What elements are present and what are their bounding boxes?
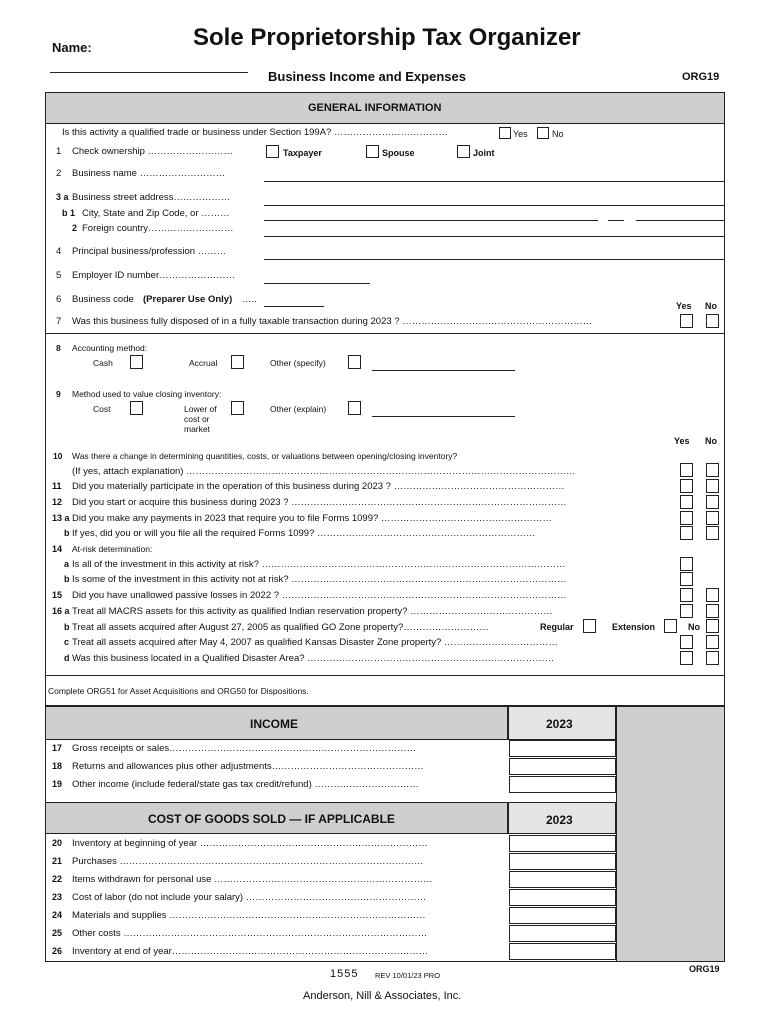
owner-taxpayer-checkbox[interactable] xyxy=(266,145,279,158)
market-label: market xyxy=(184,424,210,434)
row-26-text: Inventory at end of year……………………………………………………………………… xyxy=(72,946,429,957)
gross-receipts-input[interactable] xyxy=(509,740,616,757)
row-19-num: 19 xyxy=(52,779,63,789)
q16a-yes-checkbox[interactable] xyxy=(680,604,693,618)
q16a-text: Treat all MACRS assets for this activity as qualified Indian reservation property? ……………………………………… xyxy=(72,606,553,617)
lower-of-cost-checkbox[interactable] xyxy=(231,401,244,415)
q14a-text: Is all of the investment in this activity at risk? …………………………………………………………………………………… xyxy=(72,559,566,570)
inventory-begin-input[interactable] xyxy=(509,835,616,852)
q5-num: 5 xyxy=(56,270,62,281)
q6-bold: (Preparer Use Only) xyxy=(143,294,233,305)
footer-rev: REV 10/01/23 PRO xyxy=(375,971,441,980)
row-17-num: 17 xyxy=(52,743,63,753)
street-address-field[interactable] xyxy=(264,205,724,206)
q7-num: 7 xyxy=(56,316,62,327)
foreign-country-field[interactable] xyxy=(264,236,724,237)
owner-joint-label: Joint xyxy=(473,148,495,158)
row-20-text: Inventory at beginning of year ……………………………………………………………… xyxy=(72,838,428,849)
cost-or-label: cost or xyxy=(184,414,210,424)
row-18-text: Returns and allowances plus other adjustments………………………………………… xyxy=(72,761,424,772)
row-21-num: 21 xyxy=(52,856,63,866)
q11-yes-checkbox[interactable] xyxy=(680,479,693,493)
name-field[interactable] xyxy=(50,72,248,73)
owner-spouse-label: Spouse xyxy=(382,148,415,158)
accrual-label: Accrual xyxy=(189,358,218,368)
q16b-num: b xyxy=(64,622,70,632)
q13b-num: b xyxy=(64,528,70,538)
income-heading: INCOME xyxy=(250,717,298,731)
q16d-text: Was this business located in a Qualified Disaster Area? …………………………………………………………………… xyxy=(72,653,555,664)
q13b-yes-checkbox[interactable] xyxy=(680,526,693,540)
q13a-no-checkbox[interactable] xyxy=(706,511,719,525)
q1-text: Check ownership ……………………… xyxy=(72,146,234,157)
q199a-yes-checkbox[interactable] xyxy=(499,127,511,139)
yes-header-2: Yes xyxy=(674,436,690,446)
name-label: Name: xyxy=(52,40,92,55)
employer-id-field[interactable] xyxy=(264,283,370,284)
items-withdrawn-input[interactable] xyxy=(509,871,616,888)
q7-text: Was this business fully disposed of in a fully taxable transaction during 2023 ? …………………………………………………… xyxy=(72,316,593,327)
q9-text: Method used to value closing inventory: xyxy=(72,389,222,399)
q16b-regular-checkbox[interactable] xyxy=(583,619,596,633)
q3b2-text: Foreign country……………………… xyxy=(82,223,234,234)
q4-text: Principal business/profession ……… xyxy=(72,246,227,257)
q16c-no-checkbox[interactable] xyxy=(706,635,719,649)
q15-text: Did you have unallowed passive losses in 2022 ? ……………………………………………………………………………… xyxy=(72,590,567,601)
org51-note: Complete ORG51 for Asset Acquisitions and ORG50 for Dispositions. xyxy=(48,686,309,696)
q16a-num: 16 a xyxy=(52,606,70,616)
q16c-yes-checkbox[interactable] xyxy=(680,635,693,649)
q1-num: 1 xyxy=(56,146,62,157)
q199a-no-label: No xyxy=(552,129,564,139)
divider xyxy=(45,333,725,334)
q15-no-checkbox[interactable] xyxy=(706,588,719,602)
q16d-yes-checkbox[interactable] xyxy=(680,651,693,665)
q199a-text: Is this activity a qualified trade or business under Section 199A? ……………………………… xyxy=(62,127,448,138)
q5-text: Employer ID number…………………… xyxy=(72,270,236,281)
q7-no-checkbox[interactable] xyxy=(706,314,719,328)
inventory-end-input[interactable] xyxy=(509,943,616,960)
owner-taxpayer-label: Taxpayer xyxy=(283,148,322,158)
row-24-text: Materials and supplies ……………………………………………………………………… xyxy=(72,910,426,921)
footer-company: Anderson, Nill & Associates, Inc. xyxy=(303,990,462,1002)
q14b-text: Is some of the investment in this activity not at risk? …………………………………………………………………………… xyxy=(72,574,567,585)
q199a-no-checkbox[interactable] xyxy=(537,127,549,139)
q16c-num: c xyxy=(64,637,70,647)
q16b-regular-label: Regular xyxy=(540,622,574,632)
q14-text: At-risk determination: xyxy=(72,544,153,554)
q16a-no-checkbox[interactable] xyxy=(706,604,719,618)
q10-no-checkbox[interactable] xyxy=(706,463,719,477)
q14b-num: b xyxy=(64,574,70,584)
q6-dots: ….. xyxy=(242,294,257,305)
q14-num: 14 xyxy=(52,544,63,554)
divider xyxy=(45,675,725,676)
other-specify-label: Other (specify) xyxy=(270,358,326,368)
row-22-num: 22 xyxy=(52,874,63,884)
cash-checkbox[interactable] xyxy=(130,355,143,369)
cost-of-labor-input[interactable] xyxy=(509,889,616,906)
cost-label: Cost xyxy=(93,404,111,414)
row-26-num: 26 xyxy=(52,946,63,956)
q3b1-num: b 1 xyxy=(62,208,76,218)
other-costs-input[interactable] xyxy=(509,925,616,942)
q16b-text: Treat all assets acquired after August 27, 2005 as qualified GO Zone property?……………………… xyxy=(72,622,489,633)
q3b1-text: City, State and Zip Code, or ……… xyxy=(82,208,230,219)
cogs-year: 2023 xyxy=(546,813,573,827)
purchases-input[interactable] xyxy=(509,853,616,870)
other-explain-checkbox[interactable] xyxy=(348,401,361,415)
q11-no-checkbox[interactable] xyxy=(706,479,719,493)
accrual-checkbox[interactable] xyxy=(231,355,244,369)
q16d-no-checkbox[interactable] xyxy=(706,651,719,665)
other-specify-field[interactable] xyxy=(372,370,515,371)
q14b-yes-checkbox[interactable] xyxy=(680,572,693,586)
q14a-num: a xyxy=(64,559,70,569)
q9-num: 9 xyxy=(56,389,61,399)
q13a-yes-checkbox[interactable] xyxy=(680,511,693,525)
row-20-num: 20 xyxy=(52,838,63,848)
q16b-no-checkbox[interactable] xyxy=(706,619,719,633)
q7-yes-checkbox[interactable] xyxy=(680,314,693,328)
q12-no-checkbox[interactable] xyxy=(706,495,719,509)
footer-form-code: ORG19 xyxy=(689,964,720,974)
row-25-text: Other costs …………………………………………………………………………………… xyxy=(72,928,428,939)
q10-explain-text: (If yes, attach explanation) …………………………………………………………………………………………………………… xyxy=(72,466,576,477)
lower-of-label: Lower of xyxy=(184,404,217,414)
other-explain-label: Other (explain) xyxy=(270,404,327,414)
city-field[interactable] xyxy=(264,220,598,221)
q8-num: 8 xyxy=(56,343,61,353)
q15-num: 15 xyxy=(52,590,63,600)
row-21-text: Purchases …………………………………………………………………………………… xyxy=(72,856,424,867)
business-name-field[interactable] xyxy=(264,181,724,182)
q14a-yes-checkbox[interactable] xyxy=(680,557,693,571)
state-field[interactable] xyxy=(608,220,624,221)
q2-num: 2 xyxy=(56,168,62,179)
cost-checkbox[interactable] xyxy=(130,401,143,415)
page-title: Sole Proprietorship Tax Organizer xyxy=(193,24,581,51)
q16d-num: d xyxy=(64,653,70,663)
row-23-text: Cost of labor (do not include your salary) ………………………………………………… xyxy=(72,892,427,903)
other-specify-checkbox[interactable] xyxy=(348,355,361,369)
row-17-text: Gross receipts or sales…………………………………………………………………… xyxy=(72,743,417,754)
owner-joint-checkbox[interactable] xyxy=(457,145,470,158)
q12-text: Did you start or acquire this business during 2023 ? …………………………………………………………………………… xyxy=(72,497,567,508)
row-25-num: 25 xyxy=(52,928,63,938)
form-code: ORG19 xyxy=(682,71,720,83)
q16b-no-label: No xyxy=(688,622,700,632)
q10-text: Was there a change in determining quantities, costs, or valuations between opening/closing inventory? xyxy=(72,451,458,461)
q6-text: Business code xyxy=(72,294,134,305)
principal-business-field[interactable] xyxy=(264,259,724,260)
q10-yes-checkbox[interactable] xyxy=(680,463,693,477)
no-header-2: No xyxy=(705,436,717,446)
shaded-column xyxy=(616,706,725,962)
returns-allowances-input[interactable] xyxy=(509,758,616,775)
q10-num: 10 xyxy=(53,451,63,461)
other-explain-field[interactable] xyxy=(372,416,515,417)
row-23-num: 23 xyxy=(52,892,63,902)
page-subtitle: Business Income and Expenses xyxy=(268,69,466,84)
q13b-text: If yes, did you or will you file all the required Forms 1099? …………………………………………………………… xyxy=(72,528,536,539)
row-18-num: 18 xyxy=(52,761,63,771)
q3b2-num: 2 xyxy=(72,223,78,233)
row-19-text: Other income (include federal/state gas tax credit/refund) …………………………… xyxy=(72,779,419,790)
q13a-text: Did you make any payments in 2023 that require you to file Forms 1099? ……………………………………………… xyxy=(72,513,552,524)
q3a-num: 3 a xyxy=(56,192,69,202)
q15-yes-checkbox[interactable] xyxy=(680,588,693,602)
q4-num: 4 xyxy=(56,246,62,257)
footer-code: 1555 xyxy=(330,968,359,980)
q16c-text: Treat all assets acquired after May 4, 2007 as qualified Kansas Disaster Zone property? ……………………………… xyxy=(72,637,558,648)
zip-field[interactable] xyxy=(636,220,724,221)
yes-header: Yes xyxy=(676,301,692,311)
q11-text: Did you materially participate in the operation of this business during 2023 ? ……………………………………………… xyxy=(72,481,565,492)
other-income-input[interactable] xyxy=(509,776,616,793)
q2-text: Business name ……………………… xyxy=(72,168,226,179)
materials-supplies-input[interactable] xyxy=(509,907,616,924)
q11-num: 11 xyxy=(52,481,62,491)
q12-yes-checkbox[interactable] xyxy=(680,495,693,509)
q13a-num: 13 a xyxy=(52,513,70,523)
owner-spouse-checkbox[interactable] xyxy=(366,145,379,158)
q13b-no-checkbox[interactable] xyxy=(706,526,719,540)
q16b-extension-checkbox[interactable] xyxy=(664,619,677,633)
cogs-heading: COST OF GOODS SOLD — IF APPLICABLE xyxy=(148,812,395,826)
q8-text: Accounting method: xyxy=(72,343,148,353)
q6-num: 6 xyxy=(56,294,62,305)
cash-label: Cash xyxy=(93,358,113,368)
q3a-text: Business street address……………… xyxy=(72,192,231,203)
no-header: No xyxy=(705,301,717,311)
q199a-yes-label: Yes xyxy=(513,129,528,139)
q16b-extension-label: Extension xyxy=(612,622,656,632)
business-code-field[interactable] xyxy=(264,306,324,307)
income-year: 2023 xyxy=(546,717,573,731)
q12-num: 12 xyxy=(52,497,63,507)
row-24-num: 24 xyxy=(52,910,63,920)
row-22-text: Items withdrawn for personal use …………………………………………………………… xyxy=(72,874,433,885)
general-info-heading: GENERAL INFORMATION xyxy=(308,102,442,114)
